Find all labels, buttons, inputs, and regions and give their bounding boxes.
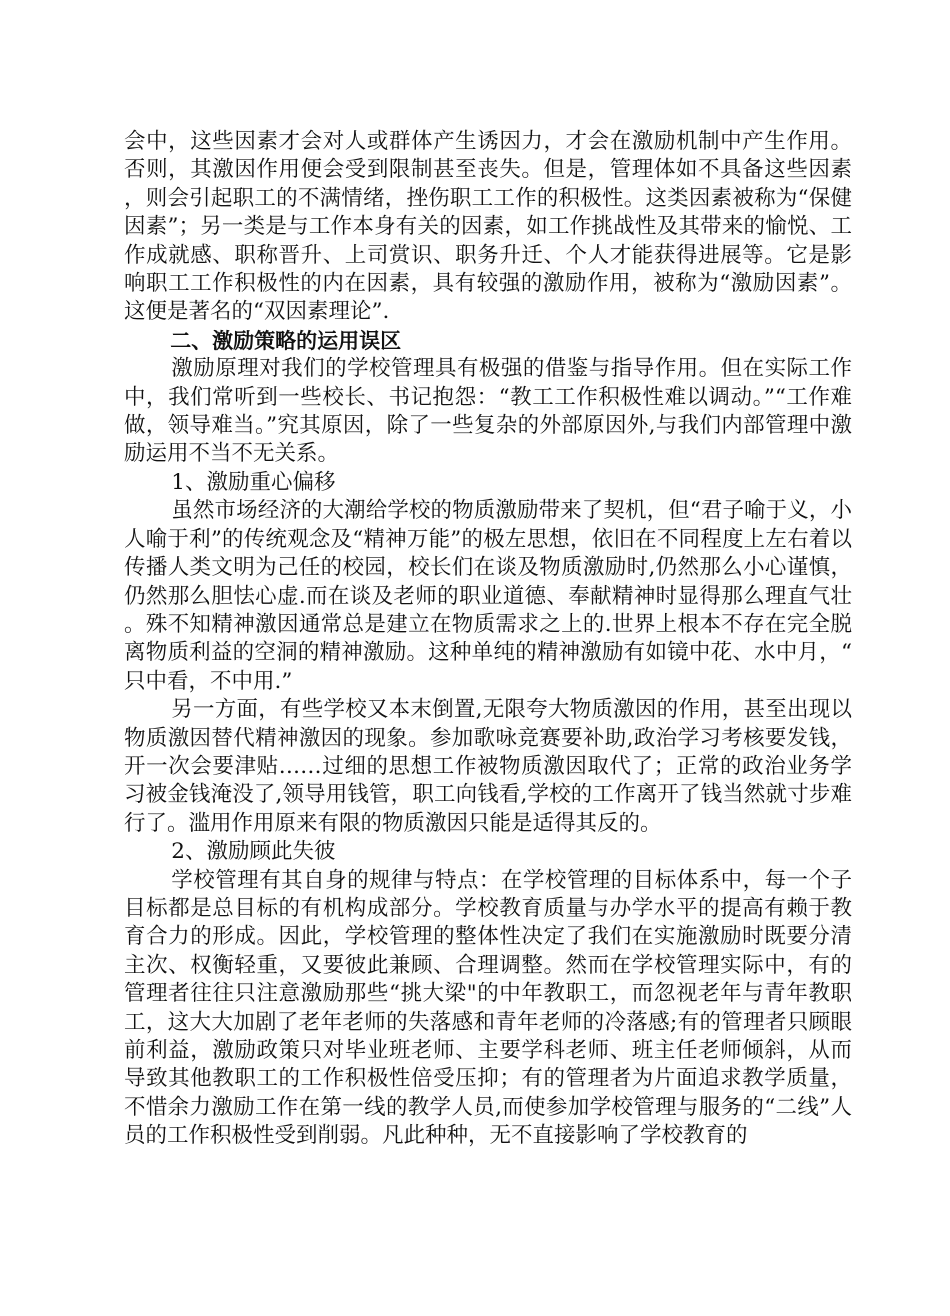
section-heading-misuse-of-incentive-strategies: 二、激励策略的运用误区	[170, 328, 402, 353]
paragraph-school-management-rules: 学校管理有其自身的规律与特点：在学校管理的目标体系中，每一个子目标都是总目标的有机构成部分。学校教育质量与办学水平的提高有赖于教育合力的形成。因此，学校管理的整体性决定了我们在实施激励时既要分清主次、权衡轻重，又要彼此兼顾、合理调整。然而在学校管理实际中，有的管理者往往只注意激励那些“挑大梁"的中年教职工，而忽视老年与青年教职工，这大大加剧了老年老师的失落感和青年老师的冷落感;有的管理者只顾眼前利益，激励政策只对毕业班老师、主要学科老师、班主任老师倾斜，从而导致其他教职工的工作积极性倍受压抑；有的管理者为片面追求教学质量，不惜余力激励工作在第一线的教学人员,而使参加学校管理与服务的“二线”人员的工作积极性受到削弱。凡此种种，无不直接影响了学校教育的	[124, 867, 852, 1149]
document-body	[124, 128, 852, 1151]
subheading-incentive-imbalance: 2、激励顾此失彼	[171, 839, 336, 865]
paragraph-two-factor-theory: 会中，这些因素才会对人或群体产生诱因力，才会在激励机制中产生作用。否则，其激因作用便会受到限制甚至丧失。但是，管理体如不具备这些因素，则会引起职工的不满情绪，挫伤职工工作的积极性。这类因素被称为“保健因素”；另一类是与工作本身有关的因素，如工作挑战性及其带来的愉悦、工作成就感、职称晋升、上司赏识、职务升迁、个人才能获得进展等。它是影响职工工作积极性的内在因素，具有较强的激励作用，被称为“激励因素”。这便是著名的“双因素理论”.	[124, 129, 852, 325]
paragraph-spiritual-incentive: 虽然市场经济的大潮给学校的物质激励带来了契机，但“君子喻于义，小人喻于利”的传统观念及“精神万能”的极左思想，依旧在不同程度上左右着以传播人类文明为己任的校园，校长们在谈及物质激励时,仍然那么小心谨慎，仍然那么胆怯心虚.而在谈及老师的职业道德、奉献精神时显得那么理直气壮。殊不知精神激因通常总是建立在物质需求之上的.世界上根本不存在完全脱离物质利益的空洞的精神激励。这种单纯的精神激励有如镜中花、水中月，“只中看，不中用.”	[124, 498, 852, 694]
subheading-incentive-focus-shift: 1、激励重心偏移	[171, 469, 336, 495]
paragraph-material-incentive: 另一方面，有些学校又本末倒置,无限夸大物质激因的作用，甚至出现以物质激因替代精神激因的现象。参加歌咏竞赛要补助,政治学习考核要发钱，开一次会要津贴……过细的思想工作被物质激因取代了；正常的政治业务学习被金钱淹没了,领导用钱管，职工向钱看,学校的工作离开了钱当然就寸步难行了。滥用作用原来有限的物质激因只能是适得其反的。	[124, 697, 852, 836]
paragraph-incentive-principles: 激励原理对我们的学校管理具有极强的借鉴与指导作用。但在实际工作中，我们常听到一些校长、书记抱怨：“教工工作积极性难以调动。”“工作难做，领导难当。”究其原因，除了一些复杂的外部原因外,与我们内部管理中激励运用不当不无关系。	[124, 356, 852, 467]
